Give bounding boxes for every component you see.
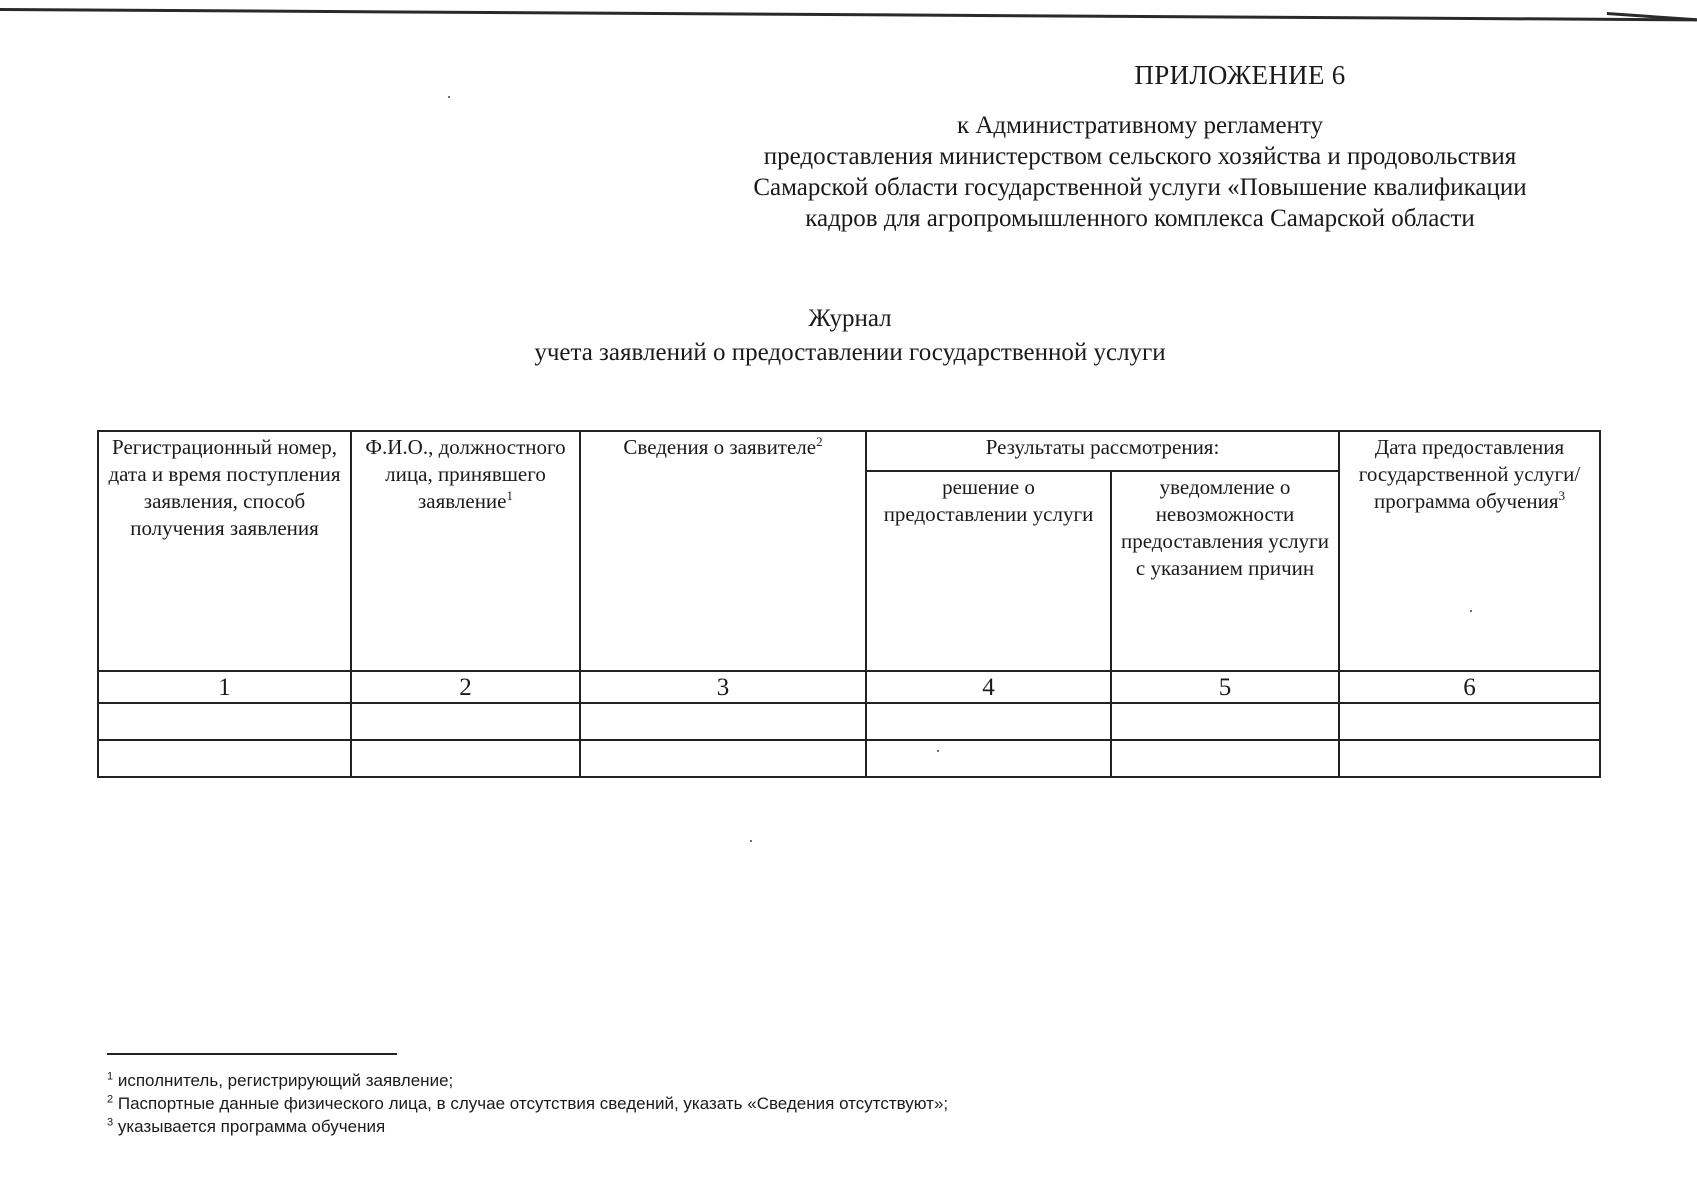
scan-edge-line xyxy=(0,8,1697,31)
column-number: 1 xyxy=(98,671,351,703)
scan-speck xyxy=(1470,610,1472,612)
table-row xyxy=(98,740,1600,777)
header-cell-notice xyxy=(1111,471,1339,671)
footnote-text: указывается программа обучения xyxy=(117,1117,386,1136)
footnote-mark: 3 xyxy=(107,1116,114,1129)
header-text: Дата предоставления государственной услуги/программа обучения xyxy=(1358,435,1581,513)
footnote-mark: 2 xyxy=(107,1093,114,1106)
header-text: решение о предоставлении услуги xyxy=(883,475,1094,526)
table-header-row xyxy=(98,431,1600,471)
footnote-text: исполнитель, регистрирующий заявление; xyxy=(117,1071,454,1090)
appendix-line: кадров для агропромышленного комплекса Самарской области xyxy=(805,205,1475,232)
header-text: Сведения о заявителе xyxy=(623,435,817,459)
footnote-text: Паспортные данные физического лица, в случае отсутствия сведений, указать «Сведения отсутствуют»; xyxy=(117,1094,949,1113)
appendix-line: к Административному регламенту xyxy=(956,112,1324,139)
table-row xyxy=(98,703,1600,740)
appendix-line: Самарской области государственной услуги «Повышение квалификации xyxy=(753,174,1527,201)
appendix-subtitle xyxy=(640,110,1640,234)
journal-table xyxy=(97,430,1601,778)
table-cell xyxy=(1339,740,1600,777)
column-number: 6 xyxy=(1339,671,1600,703)
table-cell xyxy=(1111,740,1339,777)
column-number-row xyxy=(98,671,1600,703)
column-number: 3 xyxy=(580,671,866,703)
footnote-ref: 2 xyxy=(816,434,823,449)
table-cell xyxy=(866,740,1111,777)
header-text: Регистрационный номер, дата и время поступления заявления, способ получения заявления xyxy=(108,435,341,540)
column-number: 2 xyxy=(351,671,580,703)
header-cell-date xyxy=(1339,431,1600,671)
table-cell xyxy=(1339,703,1600,740)
table-cell xyxy=(351,740,580,777)
header-cell-results-group xyxy=(866,431,1339,471)
table-cell xyxy=(580,740,866,777)
header-text: Ф.И.О., должностного лица, принявшего заявление xyxy=(365,435,566,513)
footnote-ref: 3 xyxy=(1558,488,1566,503)
table-cell xyxy=(1111,703,1339,740)
footnote-mark: 1 xyxy=(107,1070,114,1083)
footnote-separator xyxy=(107,1053,397,1055)
column-number: 5 xyxy=(1111,671,1339,703)
footnote-item xyxy=(107,1069,1507,1092)
footnote-ref: 1 xyxy=(506,488,513,503)
appendix-line: предоставления министерством сельского хозяйства и продовольствия xyxy=(763,143,1517,170)
table-cell xyxy=(98,703,351,740)
scan-speck xyxy=(937,750,939,752)
header-cell-official xyxy=(351,431,580,671)
footnotes xyxy=(107,1069,1507,1138)
table-cell xyxy=(866,703,1111,740)
journal-heading xyxy=(300,302,1400,370)
header-cell-registration xyxy=(98,431,351,671)
header-cell-decision xyxy=(866,471,1111,671)
journal-title: Журнал xyxy=(808,305,892,332)
table-cell xyxy=(580,703,866,740)
header-cell-applicant xyxy=(580,431,866,671)
column-number: 4 xyxy=(866,671,1111,703)
scan-speck xyxy=(750,840,752,842)
journal-subtitle: учета заявлений о предоставлении государственной услуги xyxy=(534,339,1166,366)
header-text: уведомление о невозможности предоставления услуги с указанием причин xyxy=(1120,475,1330,580)
footnote-item xyxy=(107,1092,1507,1115)
header-text: Результаты рассмотрения: xyxy=(985,435,1220,459)
appendix-title: ПРИЛОЖЕНИЕ 6 xyxy=(1134,60,1346,90)
footnote-item xyxy=(107,1115,1507,1138)
scan-speck xyxy=(448,96,450,98)
table-cell xyxy=(351,703,580,740)
table-cell xyxy=(98,740,351,777)
